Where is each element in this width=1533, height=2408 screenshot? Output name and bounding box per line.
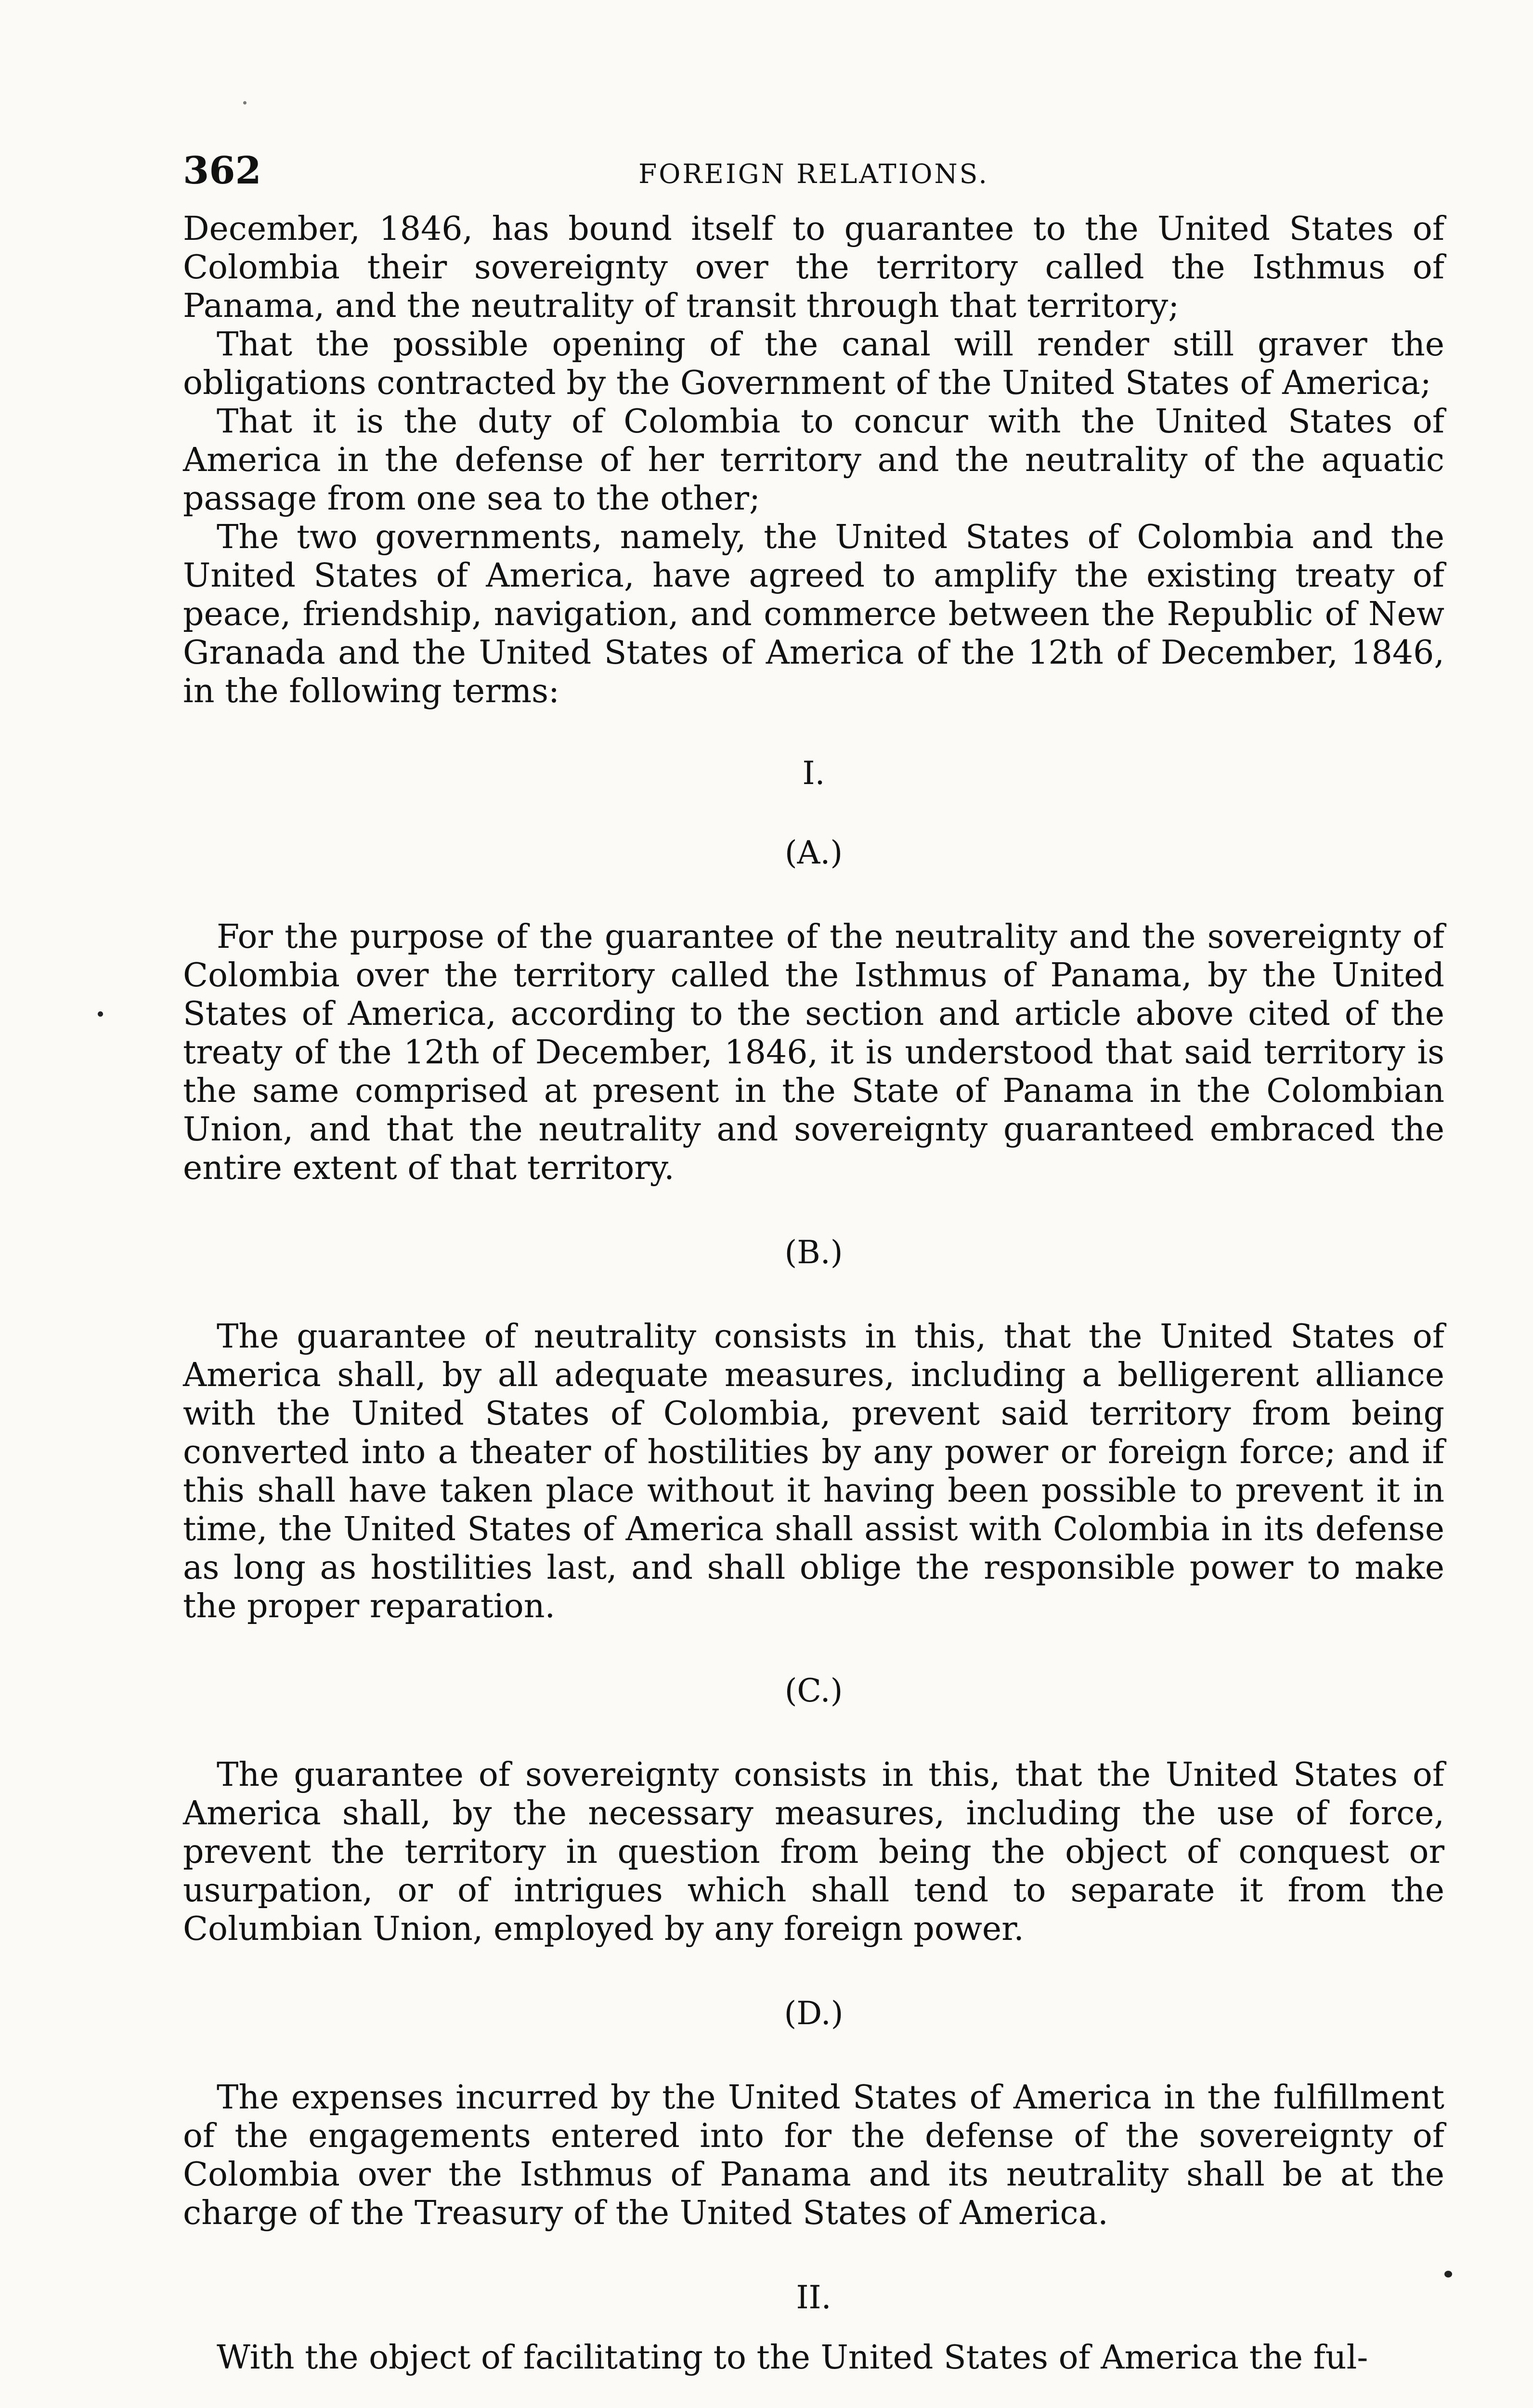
print-speck	[1444, 2271, 1452, 2277]
print-speck	[243, 101, 247, 105]
article-heading-II: II.	[796, 2279, 831, 2316]
page-number: 362	[183, 149, 261, 193]
paragraph-section-B: The guarantee of neutrality consists in this, that the United States of America shall, by all adequate measures, including a belligerent alliance with the United States of Colombia, prevent said territory from being converted into a theater of hostilities by any power or foreign force; and if this shall have taken place without it having been possible to prevent it in time, the United States of America shall assist with Colombia in its defense as long as hostilities last, and shall oblige the responsible power to make the proper reparation.	[183, 1318, 1444, 1625]
paragraph: The two governments, namely, the United States of Colombia and the United States of America, have agreed to amplify the existing treaty of peace, friendship, navigation, and commerce between the Republic of New Granada and the United States of America of the 12th of December, 1846, in the following terms:	[183, 518, 1444, 710]
paragraph-article-II: With the object of facilitating to the United States of America the ful-	[217, 2339, 1368, 2377]
document-page	[183, 144, 1444, 2377]
running-head: FOREIGN RELATIONS.	[638, 158, 989, 189]
print-speck	[98, 1011, 103, 1017]
section-heading-A: (A.)	[784, 834, 843, 871]
paragraph-continuation: December, 1846, has bound itself to guarantee to the United States of Colombia their sovereignty over the territory called the Isthmus of Panama, and the neutrality of transit through that territory;	[183, 210, 1444, 325]
article-heading-I: I.	[802, 755, 825, 792]
paragraph-section-A: For the purpose of the guarantee of the neutrality and the sovereignty of Colombia over the territory called the Isthmus of Panama, by the United States of America, according to the section and article above cited of the treaty of the 12th of December, 1846, it is understood that said territory is the same comprised at present in the State of Panama in the Colombian Union, and that the neutrality and sovereignty guaranteed embraced the entire extent of that territory.	[183, 918, 1444, 1187]
section-heading-C: (C.)	[784, 1672, 843, 1709]
paragraph-section-C: The guarantee of sovereignty consists in this, that the United States of America shall, by the necessary measures, including the use of force, prevent the territory in question from being the object of conquest or usurpation, or of intrigues which shall tend to separate it from the Columbian Union, employed by any foreign power.	[183, 1756, 1444, 1948]
section-heading-D: (D.)	[784, 1995, 844, 2032]
paragraph: That the possible opening of the canal will render still graver the obligations contracted by the Government of the United States of America;	[183, 326, 1444, 402]
body-text	[183, 210, 1444, 2377]
paragraph: That it is the duty of Colombia to concur with the United States of America in the defense of her territory and the neutrality of the aquatic passage from one sea to the other;	[183, 403, 1444, 518]
page-header	[183, 144, 1444, 197]
paragraph-section-D: The expenses incurred by the United States of America in the fulfillment of the engagements entered into for the defense of the sovereignty of Colombia over the Isthmus of Panama and its neutrality shall be at the charge of the Treasury of the United States of America.	[183, 2079, 1444, 2232]
section-heading-B: (B.)	[784, 1234, 843, 1271]
